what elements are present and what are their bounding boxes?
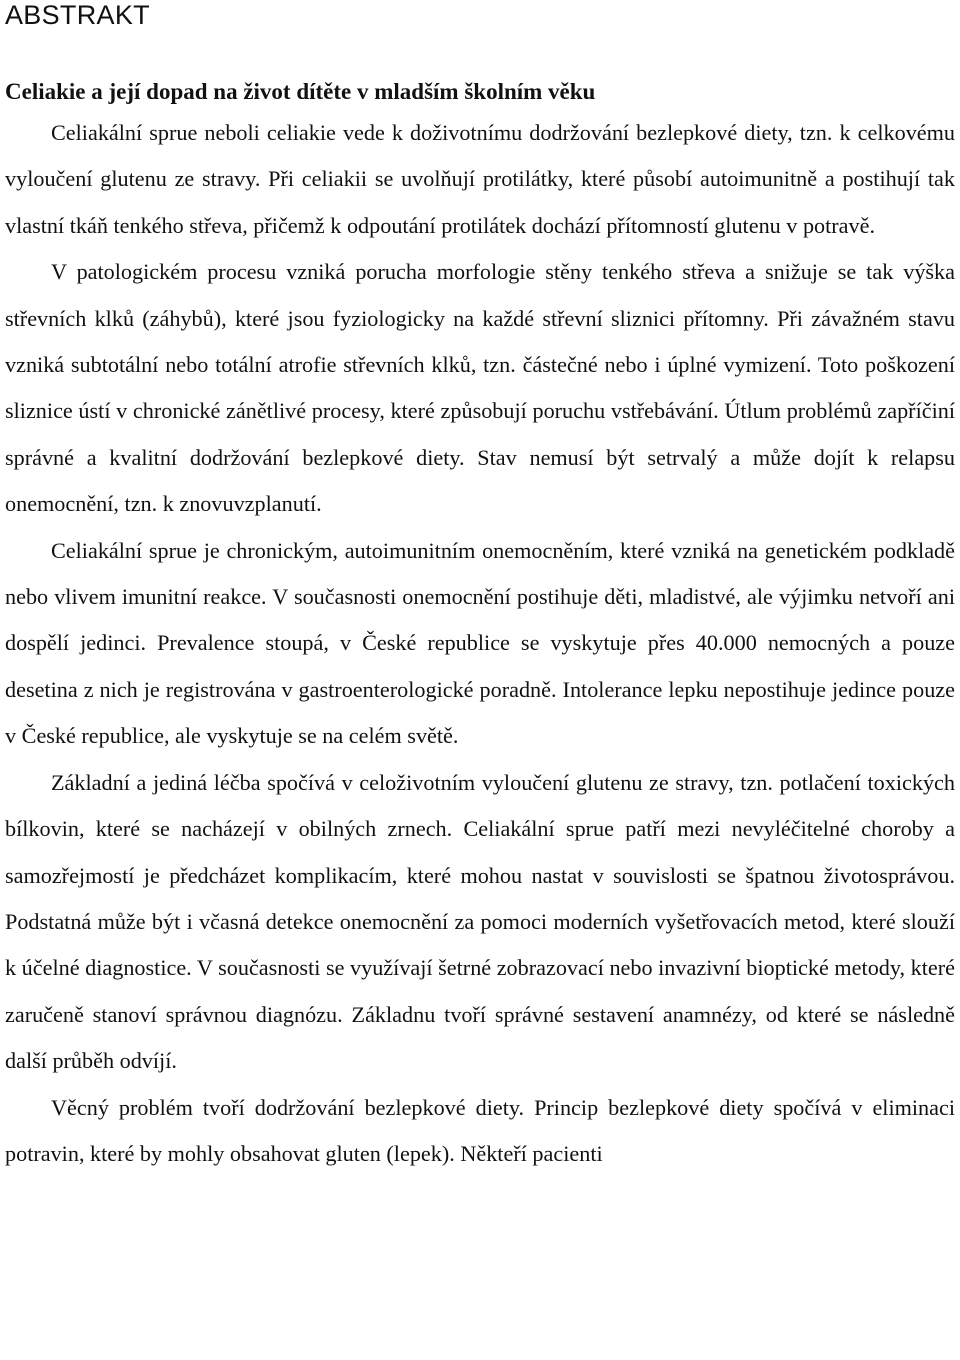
- paragraph-4: Základní a jediná léčba spočívá v celoživotním vyloučení glutenu ze stravy, tzn. potlačení toxických bílkovin, které se nacházejí v obilných zrnech. Celiakální sprue patří mezi nevyléčitelné choroby a samozřejmostí je předcházet komplikacím, které mohou nastat v souvislosti se špatnou životosprávou. Podstatná může být i včasná detekce onemocnění za pomoci moderních vyšetřovacích metod, které slouží k účelné diagnostice. V současnosti se využívají šetrné zobrazovací nebo invazivní bioptické metody, které zaručeně stanoví správnou diagnózu. Základnu tvoří správné sestavení anamnézy, od které se následně další průběh odvíjí.: [5, 769, 955, 1074]
- paragraph-3: Celiakální sprue je chronickým, autoimunitním onemocněním, které vzniká na genetickém podkladě nebo vlivem imunitní reakce. V současnosti onemocnění postihuje děti, mladistvé, ale výjimku netvoří ani dospělí jedinci. Prevalence stoupá, v České republice se vyskytuje přes 40.000 nemocných a pouze desetina z nich je registrována v gastroenterologické poradně. Intolerance lepku nepostihuje jedince pouze v České republice, ale vyskytuje se na celém světě.: [5, 537, 955, 749]
- abstract-heading: ABSTRAKT: [5, 0, 150, 30]
- paragraph-1: Celiakální sprue neboli celiakie vede k doživotnímu dodržování bezlepkové diety, tzn. k celkovému vyloučení glutenu ze stravy. Při celiakii se uvolňují protilátky, které působí autoimunitně a postihují tak vlastní tkáň tenkého střeva, přičemž k odpoutání protilátek dochází přítomností glutenu v potravě.: [5, 120, 955, 238]
- document-title: Celiakie a její dopad na život dítěte v mladším školním věku: [5, 79, 596, 104]
- paragraph-2: V patologickém procesu vzniká porucha morfologie stěny tenkého střeva a snižuje se tak výška střevních klků (záhybů), které jsou fyziologicky na každé střevní sliznici přítomny. Při závažném stavu vzniká subtotální nebo totální atrofie střevních klků, tzn. částečné nebo i úplné vymizení. Toto poškození sliznice ústí v chronické zánětlivé procesy, které způsobují poruchu vstřebávání. Útlum problémů zapříčiní správné a kvalitní dodržování bezlepkové diety. Stav nemusí být setrvalý a může dojít k relapsu onemocnění, tzn. k znovuvzplanutí.: [5, 259, 955, 517]
- paragraph-5: Věcný problém tvoří dodržování bezlepkové diety. Princip bezlepkové diety spočívá v eliminaci potravin, které by mohly obsahovat gluten (lepek). Někteří pacienti: [5, 1094, 955, 1166]
- document-page: [5, 0, 955, 1177]
